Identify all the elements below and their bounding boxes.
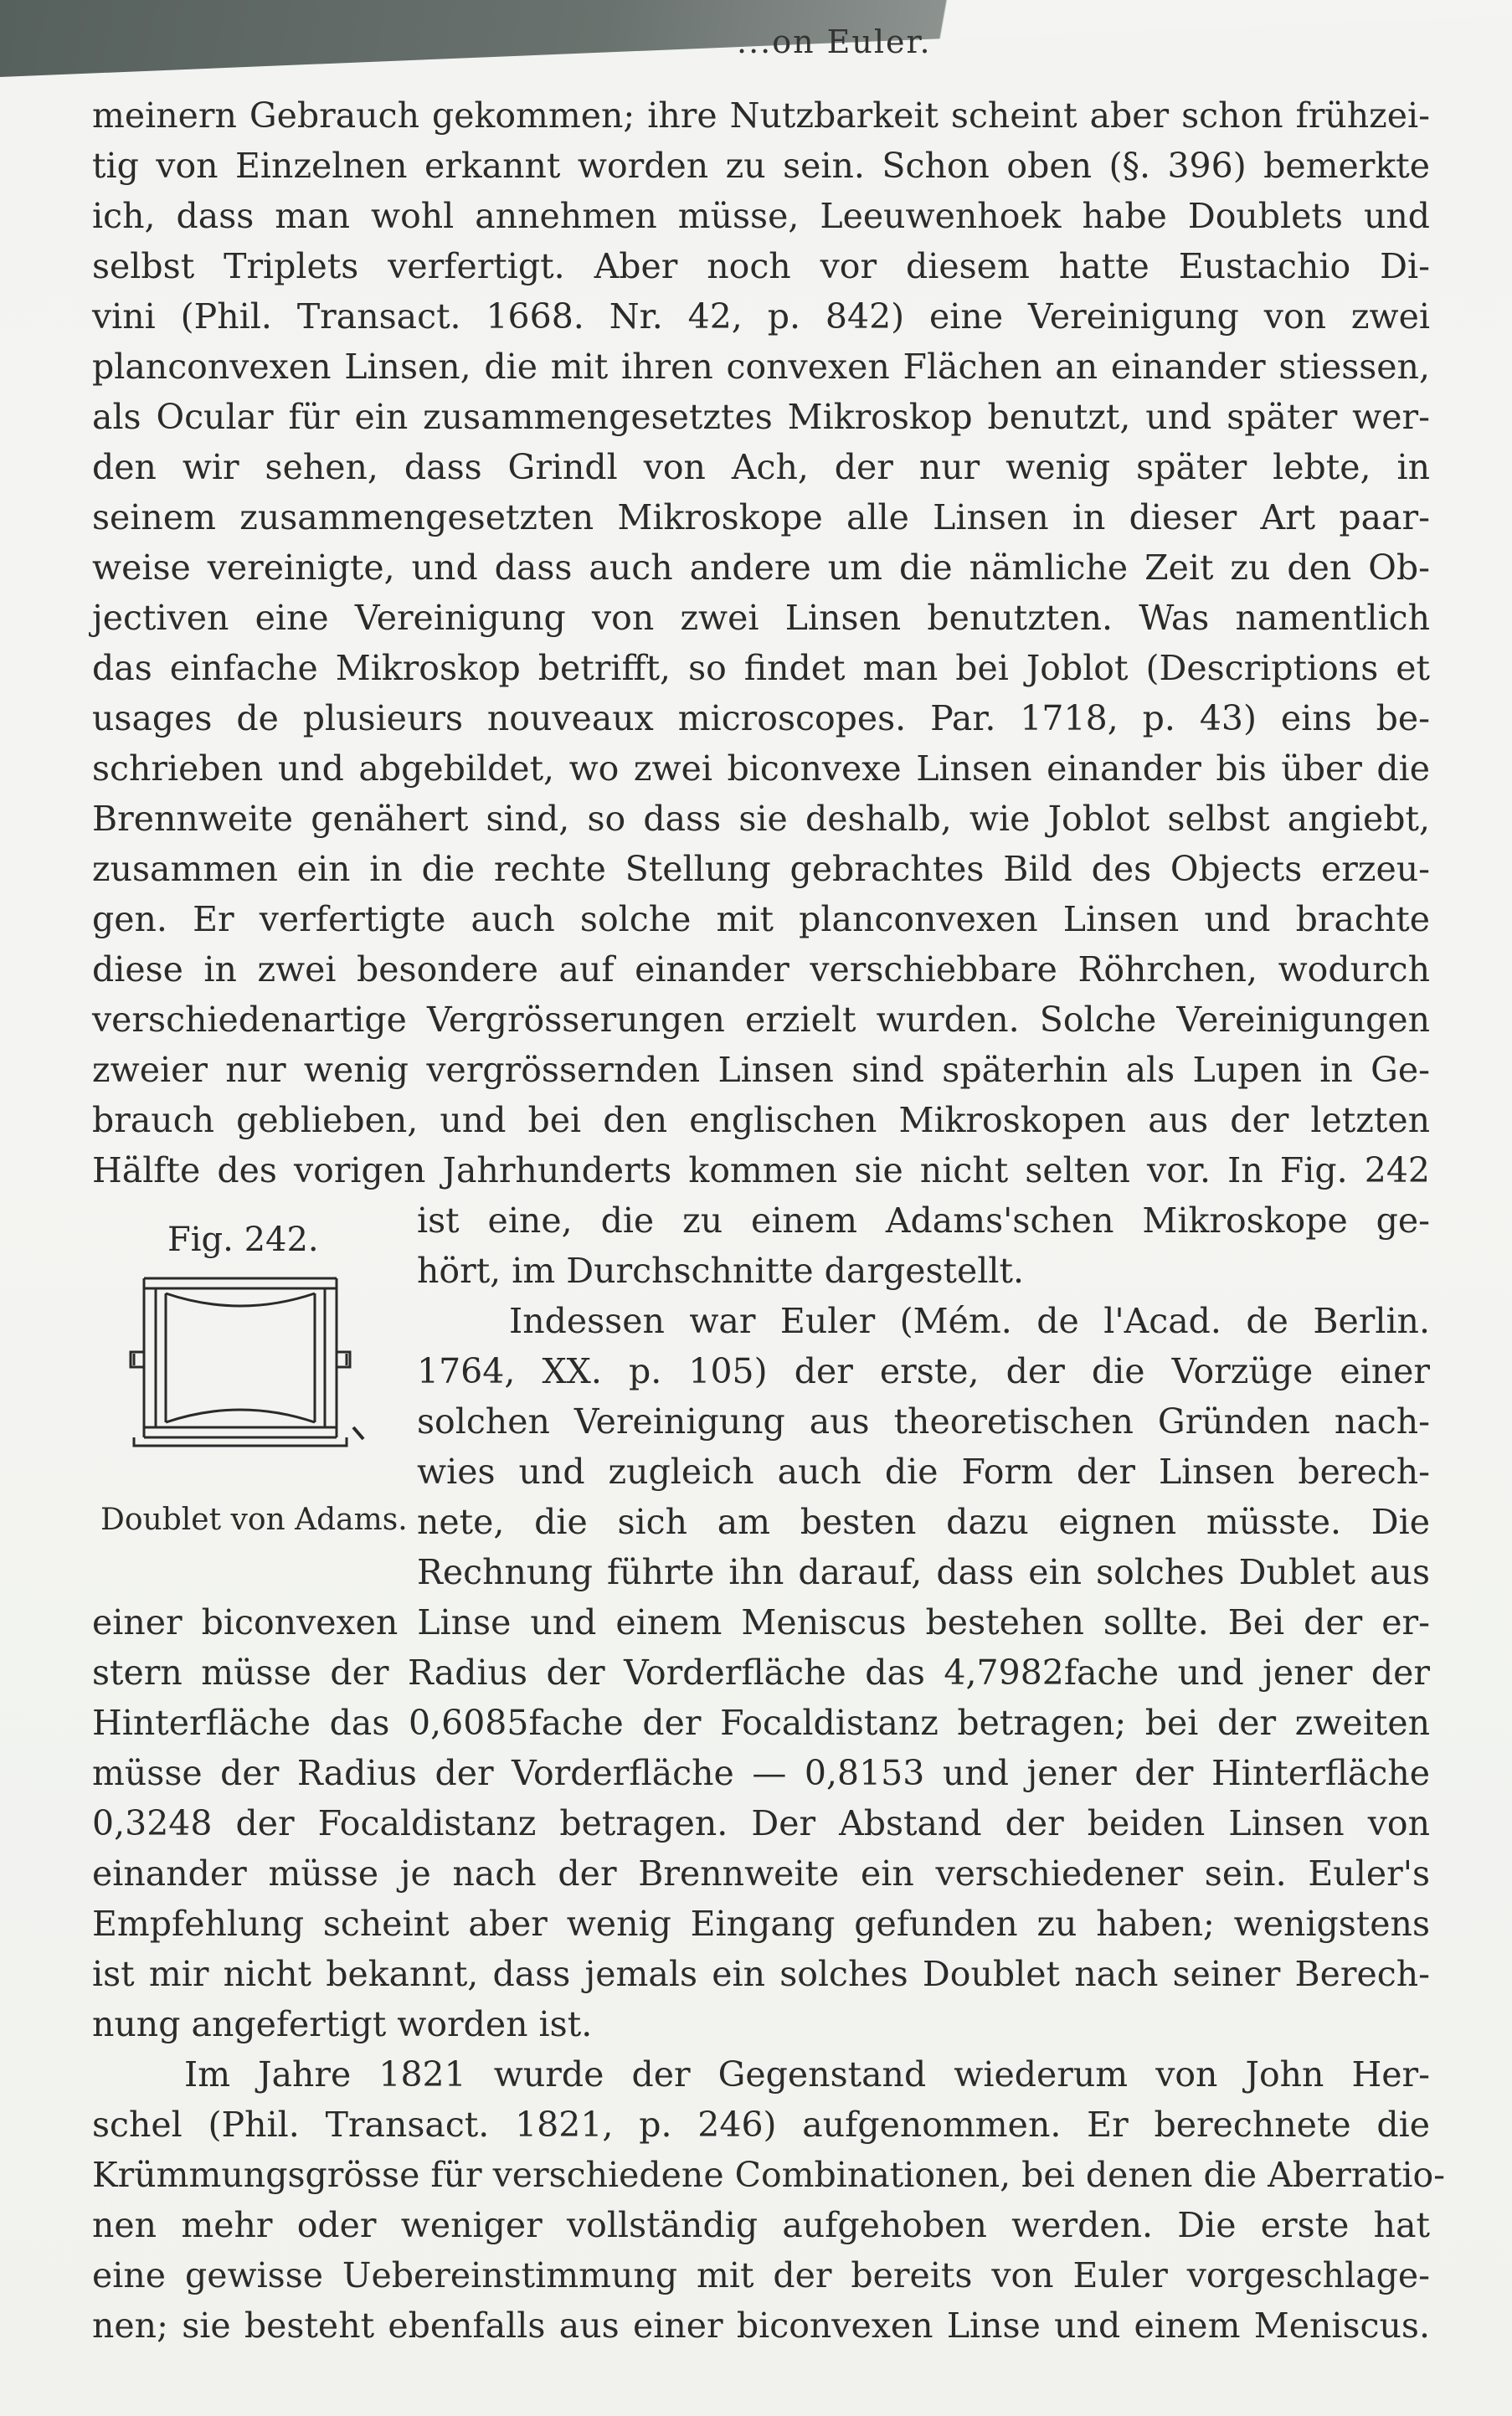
text-line: nen mehr oder weniger vollständig aufgehoben werden. Die erste hat [92,2205,1430,2245]
text-line: seinem zusammengesetzten Mikroskope alle Linsen in dieser Art paar- [92,497,1430,537]
running-head: ...on Euler. [737,23,932,60]
text-line: solchen Vereinigung aus theoretischen Gründen nach- [417,1401,1430,1442]
text-line: nete, die sich am besten dazu eignen müsste. Die [417,1502,1430,1542]
text-line: zusammen ein in die rechte Stellung gebrachtes Bild des Objects erzeu- [92,849,1430,889]
doublet-figure [117,1260,368,1461]
text-line: selbst Triplets verfertigt. Aber noch vor diesem hatte Eustachio Di- [92,246,1430,286]
text-line: Krümmungsgrösse für verschiedene Combinationen, bei denen die Aberratio- [92,2155,1445,2195]
text-line: nung angefertigt worden ist. [92,2004,593,2044]
text-line: eine gewisse Uebereinstimmung mit der bereits von Euler vorgeschlage- [92,2255,1430,2295]
text-line: Hälfte des vorigen Jahrhunderts kommen sie nicht selten vor. In Fig. 242 [92,1150,1430,1190]
text-line: schel (Phil. Transact. 1821, p. 246) aufgenommen. Er berechnete die [92,2105,1430,2145]
text-line: 1764, XX. p. 105) der erste, der die Vorzüge einer [417,1351,1430,1391]
text-line: den wir sehen, dass Grindl von Ach, der nur wenig später lebte, in [92,447,1430,487]
text-line: nen; sie besteht ebenfalls aus einer biconvexen Linse und einem Meniscus. [92,2305,1430,2346]
text-line: verschiedenartige Vergrösserungen erzielt wurden. Solche Vereinigungen [92,1000,1430,1040]
text-line: als Ocular für ein zusammengesetztes Mikroskop benutzt, und später wer- [92,397,1430,437]
text-line: planconvexen Linsen, die mit ihren convexen Flächen an einander stiessen, [92,347,1430,387]
text-line: stern müsse der Radius der Vorderfläche das 4,7982fache und jener der [92,1653,1430,1693]
text-line: ist mir nicht bekannt, dass jemals ein solches Doublet nach seiner Berech- [92,1954,1430,1994]
text-line: ich, dass man wohl annehmen müsse, Leeuwenhoek habe Doublets und [92,196,1430,236]
text-line: schrieben und abgebildet, wo zwei biconvexe Linsen einander bis über die [92,748,1430,789]
text-line: einander müsse je nach der Brennweite ein verschiedener sein. Euler's [92,1853,1430,1894]
text-line: gen. Er verfertigte auch solche mit planconvexen Linsen und brachte [92,899,1430,939]
text-line: meinern Gebrauch gekommen; ihre Nutzbarkeit scheint aber schon frühzei- [92,95,1430,136]
text-line: zweier nur wenig vergrössernden Linsen sind späterhin als Lupen in Ge- [92,1050,1430,1090]
text-line: wies und zugleich auch die Form der Linsen berech- [417,1452,1430,1492]
text-line: Brennweite genähert sind, so dass sie deshalb, wie Joblot selbst angiebt, [92,799,1430,839]
figure-caption: Doublet von Adams. [100,1503,408,1537]
text-line: Im Jahre 1821 wurde der Gegenstand wiederum von John Her- [184,2054,1430,2095]
text-line: müsse der Radius der Vorderfläche — 0,8153 und jener der Hinterfläche [92,1753,1430,1793]
text-line: brauch geblieben, und bei den englischen Mikroskopen aus der letzten [92,1100,1430,1140]
text-line: ist eine, die zu einem Adams'schen Mikroskope ge- [417,1200,1430,1241]
text-line: usages de plusieurs nouveaux microscopes. Par. 1718, p. 43) eins be- [92,698,1430,738]
text-line: jectiven eine Vereinigung von zwei Linsen benutzten. Was namentlich [92,598,1430,638]
text-line: Indessen war Euler (Mém. de l'Acad. de Berlin. [509,1301,1430,1341]
text-line: hört, im Durchschnitte dargestellt. [417,1251,1024,1291]
text-line: einer biconvexen Linse und einem Meniscus bestehen sollte. Bei der er- [92,1602,1430,1642]
text-line: diese in zwei besondere auf einander verschiebbare Röhrchen, wodurch [92,949,1430,990]
text-line: vini (Phil. Transact. 1668. Nr. 42, p. 842) eine Vereinigung von zwei [92,296,1430,337]
text-line: das einfache Mikroskop betrifft, so findet man bei Joblot (Descriptions et [92,648,1430,688]
text-line: tig von Einzelnen erkannt worden zu sein. Schon oben (§. 396) bemerkte [92,146,1430,186]
text-line: Empfehlung scheint aber wenig Eingang gefunden zu haben; wenigstens [92,1904,1430,1944]
text-line: 0,3248 der Focaldistanz betragen. Der Abstand der beiden Linsen von [92,1803,1430,1843]
text-line: Hinterfläche das 0,6085fache der Focaldistanz betragen; bei der zweiten [92,1703,1430,1743]
text-line: Rechnung führte ihn darauf, dass ein solches Dublet aus [417,1552,1430,1592]
figure-label: Fig. 242. [167,1221,319,1259]
text-line: weise vereinigte, und dass auch andere um die nämliche Zeit zu den Ob- [92,547,1430,588]
